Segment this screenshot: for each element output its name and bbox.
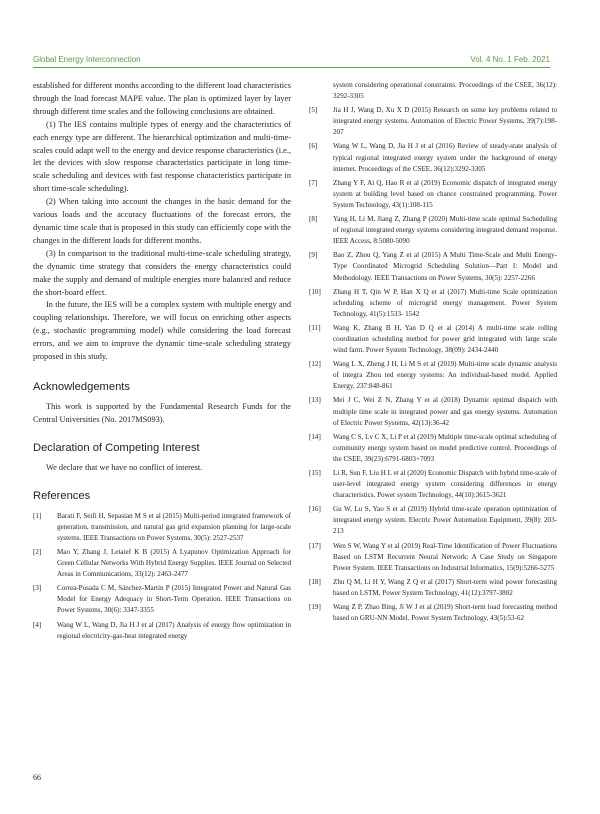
reference-text: system considering operational constraints. Proceedings of the CSEE, 36(12): 3292-3305 — [333, 81, 557, 101]
reference-item — [33, 583, 291, 616]
reference-item — [309, 359, 557, 392]
reference-number: [14] — [309, 432, 321, 441]
reference-item — [309, 468, 557, 501]
reference-number: [12] — [309, 360, 321, 369]
conclusion-paragraph: established for different months according to the different load characteristics through the load forecast MAPE value. The plan is optimized layer by layer through different time scales and the following conclusions are obtained. — [33, 81, 291, 116]
reference-text: Mao Y, Zhang J, Letaief K B (2015) A Lyapunov Optimization Approach for Green Cellular Networks With Hybrid Energy Supplies. IEEE Journal on Selected Areas in Communications, 33(12): 2463-2477 — [57, 547, 291, 579]
reference-item — [309, 105, 557, 138]
reference-number: [6] — [309, 142, 318, 151]
reference-item — [309, 323, 557, 356]
reference-number: [15] — [309, 469, 321, 477]
reference-number: [11] — [309, 323, 321, 332]
right-column — [309, 80, 557, 624]
reference-item — [309, 577, 557, 599]
reference-item — [309, 395, 557, 428]
reference-text: Wang Z P, Zhao Bing, Ji W J et al (2019) Short-term load forecasting method based on GRU-NN Model. Power System Technology, 43(5):53-62 — [333, 603, 557, 623]
reference-number: [10] — [309, 287, 321, 296]
reference-text: Wang K, Zhang B H, Yan D Q et al (2014) A multi-time scale rolling coordination scheduling method for power grid integrated with large scale wind farm. Power System Technology, 38(09): 2434-2440 — [333, 323, 557, 355]
reference-item — [309, 178, 557, 211]
reference-text: Correa-Posada C M, Sánchez-Martín P (2015) Integrated Power and Natural Gas Model for Energy Adequacy in Short-Term Operation. IEEE Transactions on Power Systems, 30(6): 3347-3355 — [57, 584, 291, 615]
reference-text: Wang W L, Wang D, Jia H J et al (2016) Review of steady-state analysis of typical regional integrated energy system under the background of energy internet. Proceedings of the CSEE, 36(12):3292-3305 — [333, 142, 557, 173]
reference-text: Jia H J, Wang D, Xu X D (2015) Research on some key problems related to integrated energy systems. Automation of Electric Power Systems, 39(7):198-207 — [333, 106, 557, 137]
reference-item — [33, 620, 291, 642]
reference-text: Barati F, Seifi H, Sepasian M S et al (2015) Multi-period integrated framework of generation, transmission, and natural gas grid expansion planning for large-scale systems. IEEE Transactions on Power Systems, 30(5): 2527-2537 — [57, 511, 291, 542]
reference-item — [33, 547, 291, 580]
reference-text: Wen S W, Wang Y et al (2019) Real-Time Identification of Power Fluctuations Based on LSTM Recurrent Neural Network: A Case Study on Singapore Power System. IEEE Transactions on Industrial Informatics, 15(9):5266-5275 — [333, 541, 557, 572]
reference-number: [1] — [33, 511, 42, 520]
reference-text: Zhang H T, Qin W P, Han X Q et al (2017) Multi-time Scale optimization scheduling scheme of microgrid energy management. Power System Technology, 41(5):1533- 1542 — [333, 287, 557, 318]
reference-number: [7] — [309, 178, 318, 187]
conclusion-paragraph: (1) The IES contains multiple types of energy and the characteristics of each energy type are different. The hierarchical optimization and multi-time-scales could adapt well to the energy and device response characteristics (i.e., let the devices with slow response characteristics participate in long time-scale scheduling and devices with fast response characteristics participate in short time-scale scheduling). — [33, 119, 291, 194]
reference-text: Gu W, Lu S, Yao S et al (2019) Hybrid time-scale operation optimization of integrated energy system. Electric Power Automation Equipment, 39(8): 203-213 — [333, 505, 557, 536]
running-header — [33, 55, 550, 67]
reference-item — [309, 250, 557, 283]
reference-text: Wang C S, Lv C X, Li P et al (2019) Multiple time-scale optimal scheduling of community energy system based on model predictive control. Proceedings of the CSEE, 39(23):6791-6803+7093 — [333, 432, 557, 463]
reference-item — [33, 511, 291, 544]
reference-number: [3] — [33, 584, 42, 593]
conclusion-paragraph: (3) In comparison to the traditional multi-time-scale scheduling strategy, the dynamic time strategy that considers the energy characteristics could make the supply and demand of multiple energies more balanced and reduce the short-board effect. — [33, 248, 291, 297]
reference-item — [309, 214, 557, 247]
reference-item — [309, 541, 557, 574]
acknowledgements-heading: Acknowledgements — [33, 380, 131, 393]
reference-item — [309, 287, 557, 320]
reference-continuation — [309, 80, 557, 102]
reference-number: [19] — [309, 603, 321, 612]
reference-text: Zhang Y F, Ai Q, Hao R et al (2019) Economic dispatch of integrated energy system at building level based on chance constrained programming. Power System Technology, 43(1):108-115 — [333, 178, 557, 209]
acknowledgements-text: This work is supported by the Fundamental Research Funds for the Central Universities (No. 2017MS093). — [33, 401, 291, 424]
reference-text: Wang W L, Wang D, Jia H J et al (2017) Analysis of energy flow optimization in regional electricity-gas-heat integrated energy — [57, 620, 291, 640]
conclusion-paragraph: In the future, the IES will be a complex system with multiple energy and coupling relationships. Therefore, we will focus on enriching other aspects (e.g., stochastic programming model) while considering the load forecast errors, and we aim to improve the dynamic time-scale scheduling strategy proposed in this study. — [33, 300, 291, 362]
header-rule — [33, 67, 550, 68]
conclusion-paragraph: (2) When taking into account the changes in the basic demand for the various loads and the accuracy fluctuations of the forecast errors, the dynamic time scale that is proposed in this study can efficiently cope with the changes in the different loads for different months. — [33, 197, 291, 245]
reference-number: [8] — [309, 215, 318, 224]
reference-number: [16] — [309, 505, 321, 514]
reference-number: [5] — [309, 106, 318, 115]
reference-item — [309, 141, 557, 174]
journal-name: Global Energy Interconnection — [33, 55, 141, 64]
reference-number: [13] — [309, 396, 321, 405]
page-number: 66 — [33, 773, 41, 782]
reference-number: [9] — [309, 251, 318, 260]
reference-text: Bao Z, Zhou Q, Yang Z et al (2015) A Multi Time-Scale and Multi Energy-Type Coordinated Microgrid Scheduling Solution—Part I: Model and Methodology. IEEE Transactions on Power Systems, 30(5): 2257-2266 — [333, 251, 557, 282]
competing-interest-text: We declare that we have no conflict of interest. — [46, 462, 203, 472]
reference-item — [309, 432, 557, 465]
left-column — [33, 80, 291, 642]
reference-text: Li R, Sun F, Liu H L et al (2020) Economic Dispatch with hybrid time-scale of user-level integrated energy system considering differences in energy characteristics. Power system Technology, 44(10):3615-3621 — [333, 469, 557, 500]
reference-text: Mei J C, Wei Z N, Zhang Y et al (2018) Dynamic optimal dispatch with multiple time scale in integrated power and gas energy systems. Automation of Electric Power Systems, 42(13):36-42 — [333, 396, 557, 427]
reference-number: [4] — [33, 620, 42, 629]
references-heading: References — [33, 489, 91, 502]
issue-info: Vol. 4 No. 1 Feb. 2021 — [470, 55, 550, 64]
reference-text: Yang H, Li M, Jiang Z, Zhang P (2020) Multi-time scale optimal Sscheduling of regional integrated energy systems considering integrated demand response. IEEE Access, 8:5080-5090 — [333, 215, 557, 246]
reference-number: [2] — [33, 547, 42, 556]
reference-item — [309, 504, 557, 537]
competing-interest-heading: Declaration of Competing Interest — [33, 441, 200, 454]
reference-text: Wang L X, Zheng J H, Li M S et al (2019) Multi-time scale dynamic analysis of integra Zhou ted energy systems: An individual-based model. Applied Energy, 237:848-861 — [333, 360, 557, 391]
reference-text: Zhu Q M, Li H Y, Wang Z Q et al (2017) Short-term wind power forecasting based on LSTM, Power System Technology, 41(12):3797-3802 — [333, 577, 557, 597]
reference-number: [18] — [309, 577, 321, 586]
reference-item — [309, 602, 557, 624]
reference-number: [17] — [309, 541, 321, 550]
